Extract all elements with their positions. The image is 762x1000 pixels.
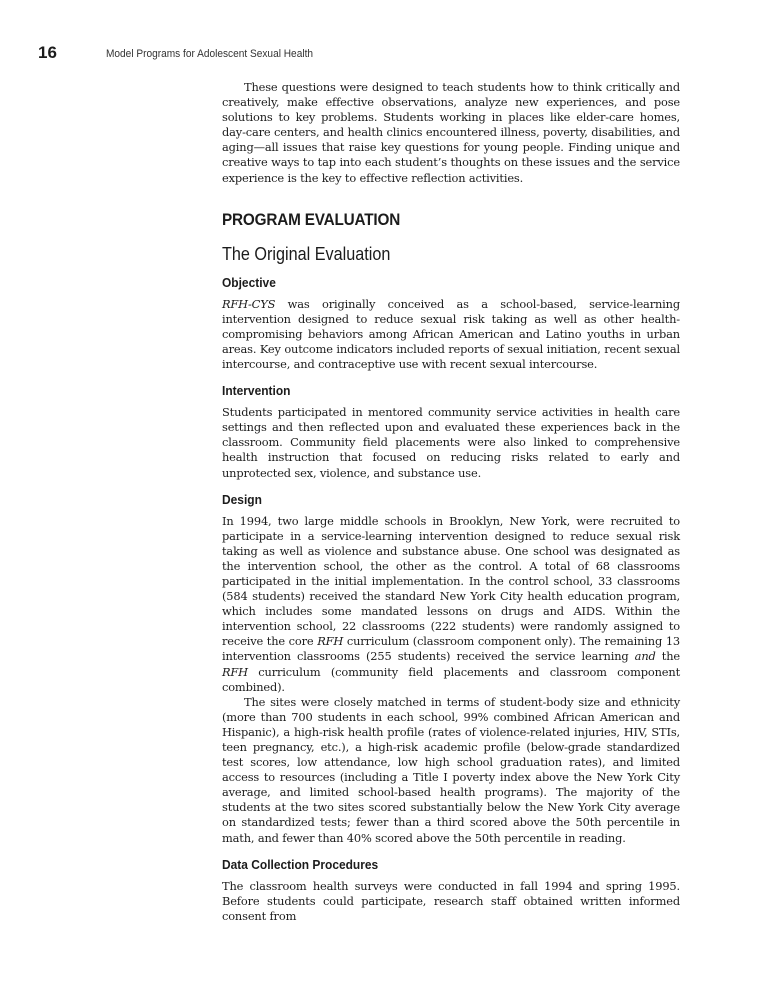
program-name: RFH-CYS [222,296,276,311]
design-text-a: In 1994, two large middle schools in Brooklyn, New York, were recruited to participate in a service-learning intervention designed to reduce sexual risk taking as well as violence and substance abuse. One school was designated as the intervention school, the other as the control. A total of 68 classrooms participated in the initial implementation. In the control school, 33 classrooms (584 students) received the standard New York City health education program, which includes some mandated lessons on drugs and AIDS. Within the intervention school, 22 classrooms (222 students) were randomly assigned to receive the core [222,513,680,649]
running-title: Model Programs for Adolescent Sexual Health [106,48,314,60]
objective-text: was originally conceived as a school-based, service-learning intervention designed to reduce sexual risk taking as well as other health-compromising behaviors among African American and Latino youths in urban areas. Key outcome indicators included reports of sexual initiation, recent sexual intercourse, and contraceptive use with recent sexual intercourse. [222,296,680,372]
rfh-italic: RFH [222,664,248,679]
section-title: PROGRAM EVALUATION [222,209,401,229]
page-header [38,42,738,66]
and-italic: and [634,649,656,664]
page-body [222,80,680,924]
section-subtitle: The Original Evaluation [222,243,391,264]
design-heading: Design [222,491,262,507]
rfh-italic: RFH [317,634,344,649]
design-text-b: curriculum (classroom component only). The remaining 13 intervention classrooms (255 students) received the service learning [222,634,681,664]
intervention-heading: Intervention [222,383,291,399]
design-text-d: curriculum (community field placements and classroom component combined). [222,664,680,694]
design-text-c: the [655,649,680,664]
data-collection-heading: Data Collection Procedures [222,856,379,872]
design-paragraph-1 [222,514,680,695]
page-number: 16 [38,43,57,62]
intro-paragraph: These questions were designed to teach students how to think critically and creatively, make effective observations, analyze new experiences, and pose solutions to key problems. Students working in places like elder-care homes, day-care centers, and health clinics encountered illness, poverty, disabilities, and aging—all issues that raise key questions for young people. Finding unique and creative ways to tap into each student’s thoughts on these issues and the service experience is the key to effective reflection activities. [222,80,680,185]
intervention-paragraph: Students participated in mentored community service activities in health care settings and then reflected upon and evaluated these experiences back in the classroom. Community field placements were also linked to comprehensive health instruction that focused on reducing risks related to early and unprotected sex, violence, and substance use. [222,405,680,480]
objective-paragraph [222,297,680,372]
design-paragraph-2: The sites were closely matched in terms of student-body size and ethnicity (more than 700 students in each school, 99% combined African American and Hispanic), a high-risk health profile (rates of violence-related injuries, HIV, STIs, teen pregnancy, etc.), a high-risk academic profile (below-grade standardized test scores, low attendance, low high school graduation rates), and limited access to resources (including a Title I poverty index above the New York City average, and limited school-based health programs). The majority of the students at the two sites scored substantially below the New York City average on standardized tests; fewer than a third scored above the 50th percentile in math, and fewer than 40% scored above the 50th percentile in reading. [222,694,680,845]
data-collection-paragraph: The classroom health surveys were conducted in fall 1994 and spring 1995. Before students could participate, research staff obtained written informed consent from [222,878,680,923]
objective-heading: Objective [222,274,276,290]
